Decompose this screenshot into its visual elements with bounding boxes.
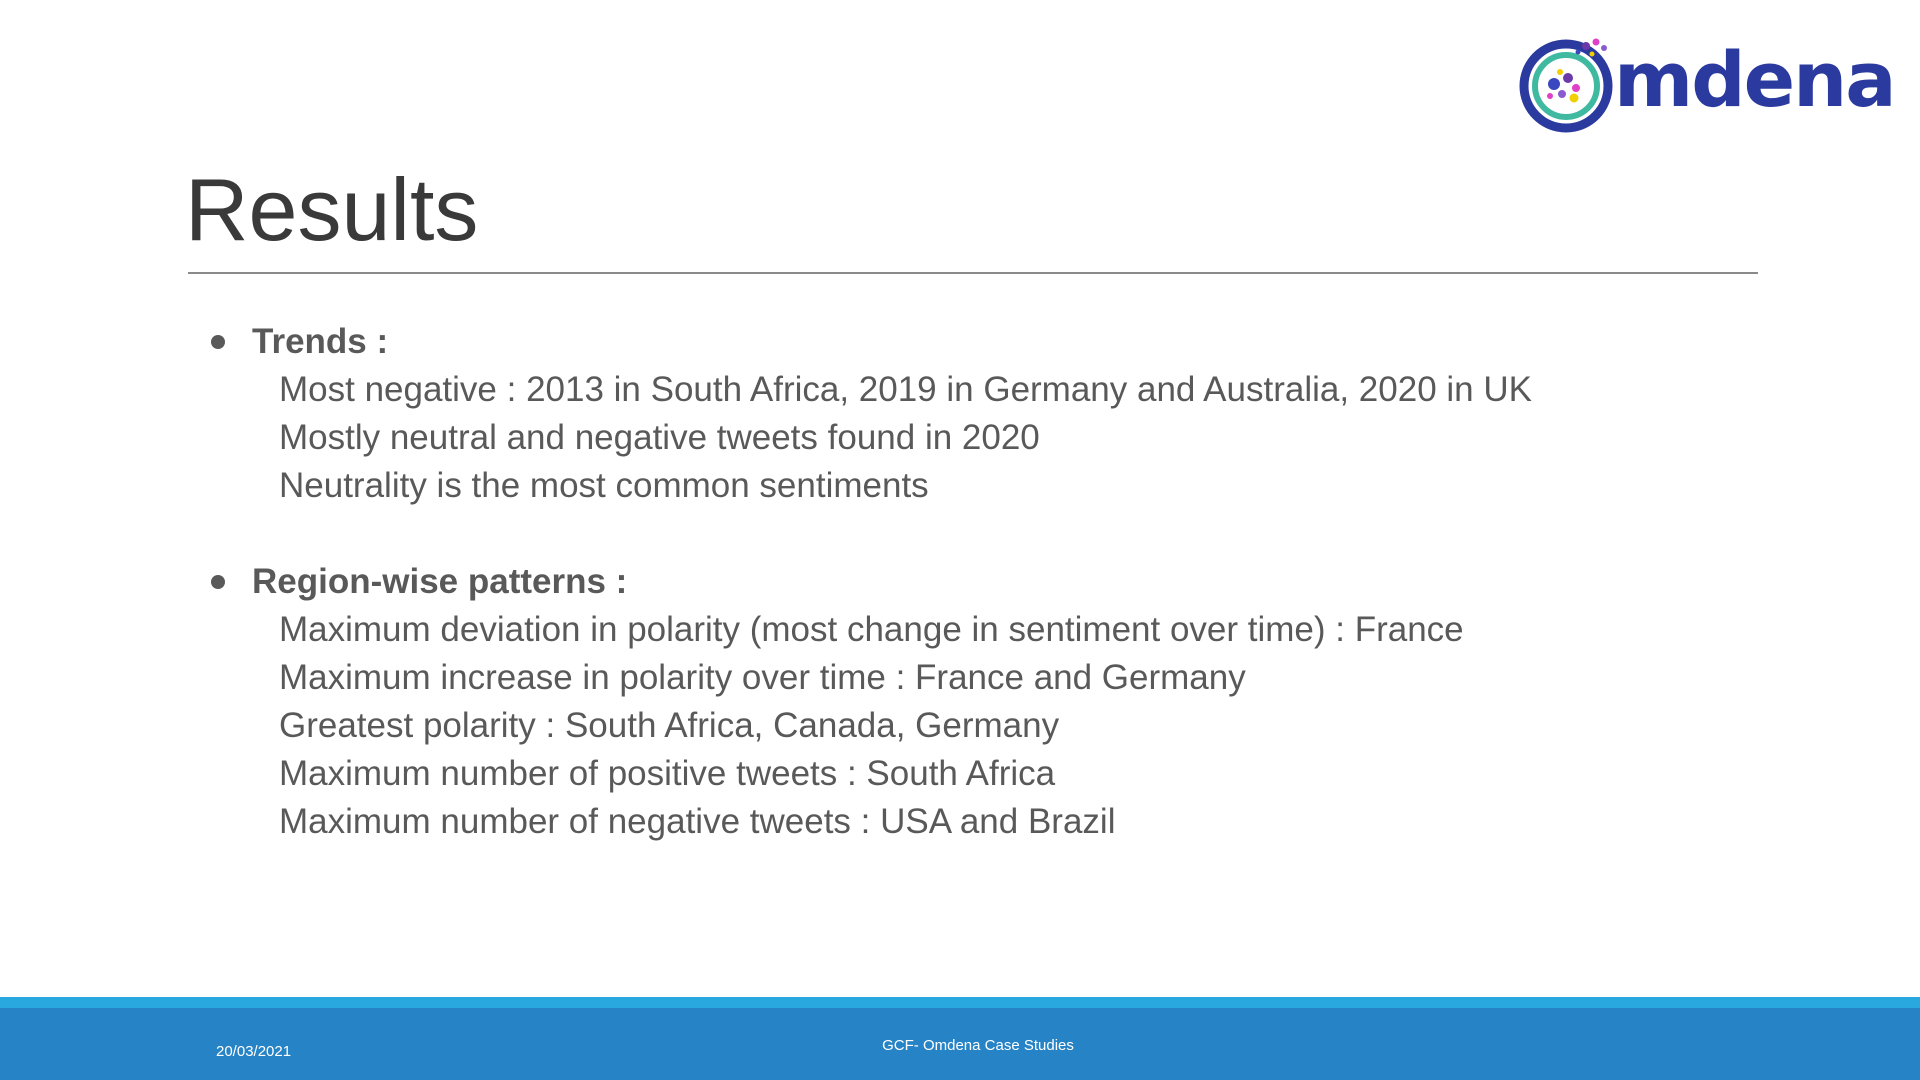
section-heading: Trends : [252,322,389,361]
omdena-logo [1516,32,1895,136]
section-trends [200,318,1760,510]
title-divider [188,272,1758,274]
bullet-icon [211,335,225,349]
list-item: Mostly neutral and negative tweets found in 2020 [279,418,1040,457]
bullet-icon [211,575,225,589]
list-item: Maximum number of positive tweets : South Africa [279,754,1056,793]
slide-content [200,318,1760,894]
list-item: Maximum number of negative tweets : USA and Brazil [279,802,1116,841]
list-item: Neutrality is the most common sentiments [279,466,929,505]
section-heading: Region-wise patterns : [252,562,628,601]
footer-accent-stripe [0,997,1920,1008]
omdena-logo-mark-icon [1516,32,1620,136]
section-lines [279,606,1760,846]
page-title: Results [185,160,479,259]
footer-date: 20/03/2021 [216,1043,292,1060]
omdena-logo-text: mdena [1614,35,1895,124]
list-item: Maximum increase in polarity over time : France and Germany [279,658,1246,697]
footer-title: GCF- Omdena Case Studies [882,1037,1074,1054]
list-item: Greatest polarity : South Africa, Canada, Germany [279,706,1060,745]
section-lines [279,366,1760,510]
section-heading-row [200,558,1760,606]
list-item: Maximum deviation in polarity (most change in sentiment over time) : France [279,610,1464,649]
list-item: Most negative : 2013 in South Africa, 2019 in Germany and Australia, 2020 in UK [279,370,1532,409]
section-region-wise [200,558,1760,846]
section-heading-row [200,318,1760,366]
